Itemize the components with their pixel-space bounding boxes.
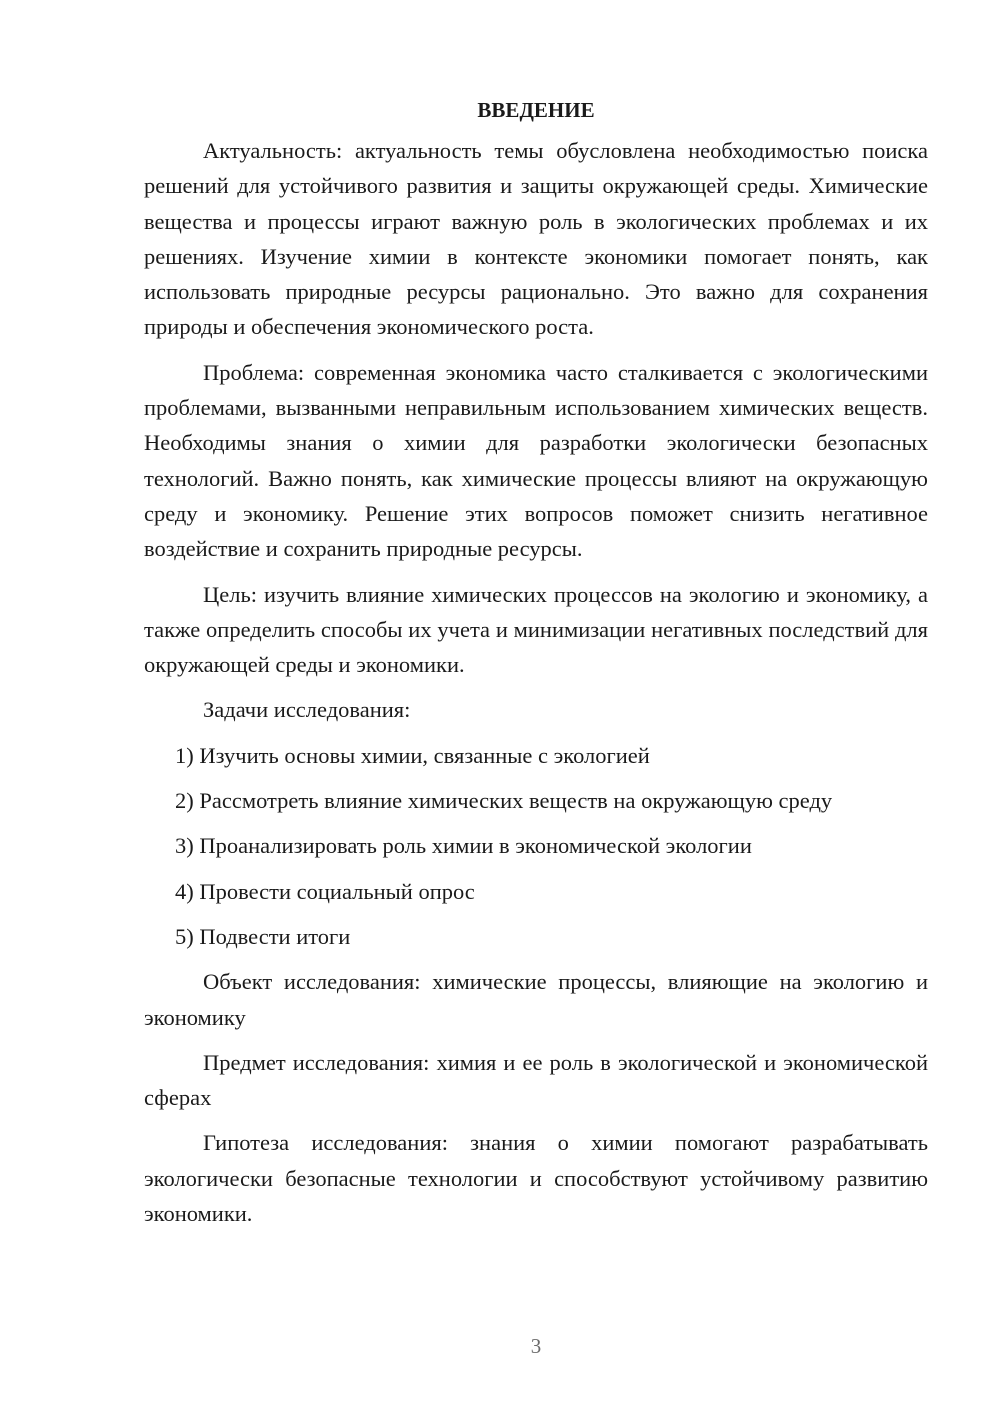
problem-paragraph: Проблема: современная экономика часто сталкивается с экологическими проблемами, вызванными неправильным использованием химических веществ. Необходимы знания о химии для разработки экологически безопасных технологий. Важно понять, как химические процессы влияют на окружающую среду и экономику. Решение этих вопросов поможет снизить негативное воздействие и сохранить природные ресурсы. <box>144 359 928 562</box>
relevance-paragraph: Актуальность: актуальность темы обусловлена необходимостью поиска решений для устойчивого развития и защиты окружающей среды. Химические вещества и процессы играют важную роль в экологических проблемах и их решениях. Изучение химии в контексте экономики помогает понять, как использовать природные ресурсы рационально. Это важно для сохранения природы и обеспечения экономического роста. <box>144 138 928 340</box>
task-item-2: 2) Рассмотреть влияние химических веществ на окружающую среду <box>175 788 833 814</box>
hypothesis-paragraph: Гипотеза исследования: знания о химии помогают разрабатывать экологически безопасные технологии и способствуют устойчивому развитию экономики. <box>144 1130 928 1227</box>
task-item-5: 5) Подвести итоги <box>175 923 351 949</box>
page-content <box>144 96 928 1241</box>
goal-paragraph: Цель: изучить влияние химических процессов на экологию и экономику, а также определить способы их учета и минимизации негативных последствий для окружающей среды и экономики. <box>144 581 928 678</box>
tasks-list <box>144 738 928 954</box>
task-item-3: 3) Проанализировать роль химии в экономической экологии <box>175 833 752 859</box>
page-number: 3 <box>530 1334 542 1358</box>
tasks-heading: Задачи исследования: <box>203 697 411 723</box>
task-item-4: 4) Провести социальный опрос <box>175 878 475 904</box>
section-title: ВВЕДЕНИЕ <box>477 98 595 122</box>
object-paragraph: Объект исследования: химические процессы, влияющие на экологию и экономику <box>144 969 928 1030</box>
subject-paragraph: Предмет исследования: химия и ее роль в экологической и экономической сферах <box>144 1049 928 1111</box>
task-item-1: 1) Изучить основы химии, связанные с экологией <box>175 742 650 768</box>
